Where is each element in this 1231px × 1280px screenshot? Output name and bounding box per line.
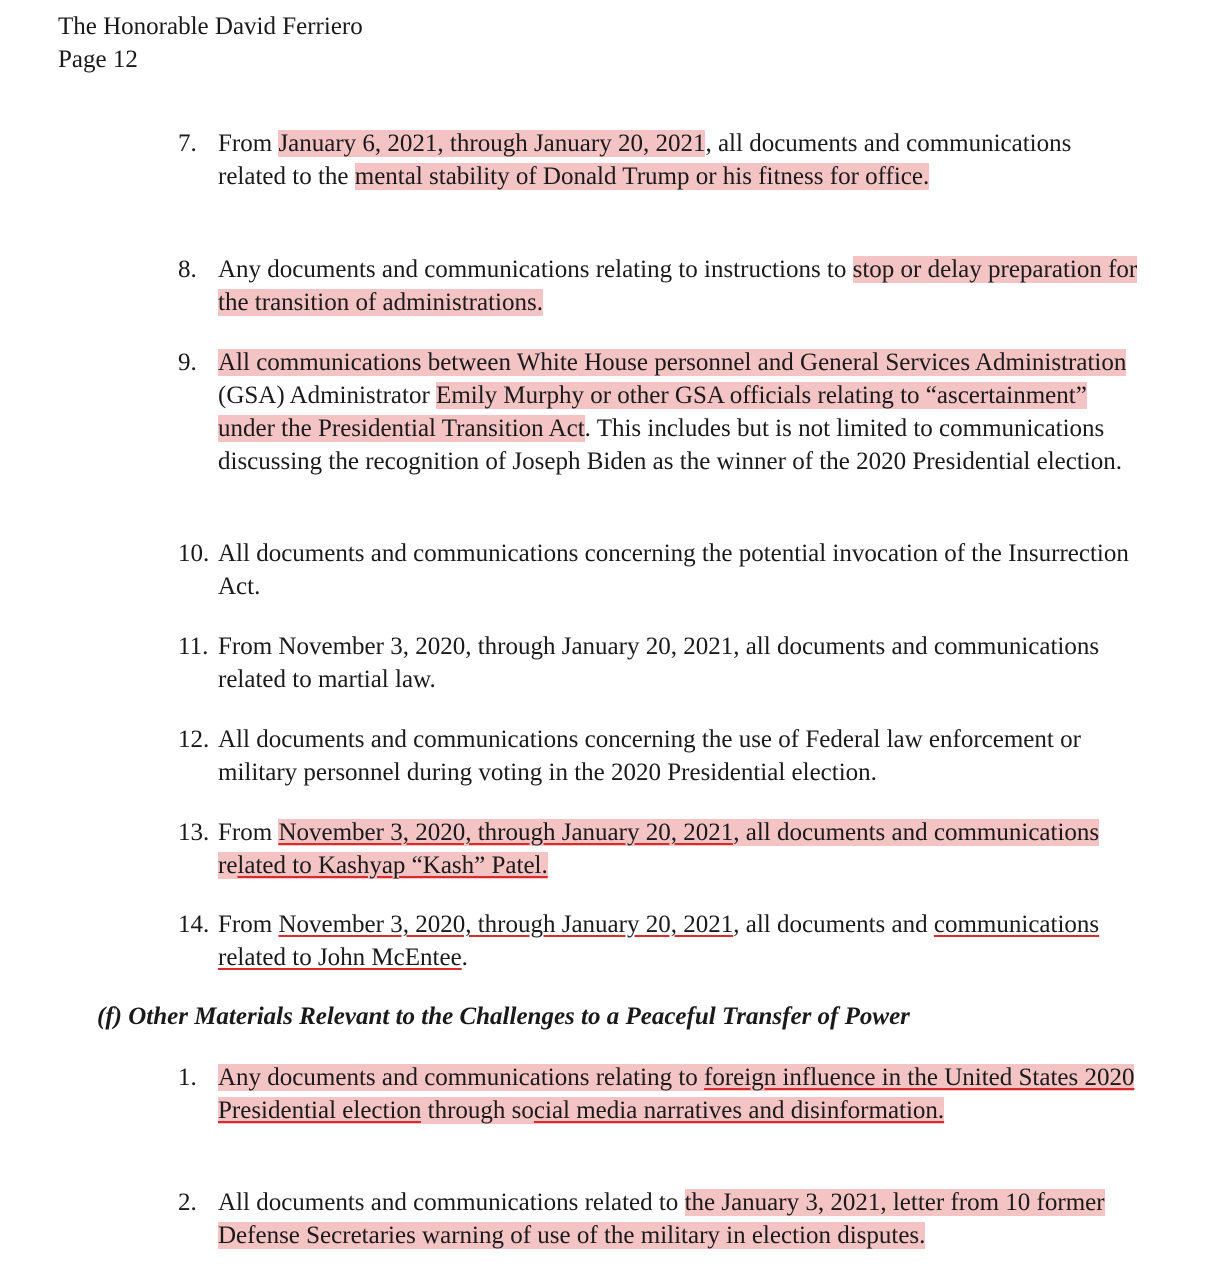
item-number: 7. <box>178 130 197 157</box>
text-segment: (GSA) Administrator <box>218 382 437 409</box>
text-segment: , all documents and communications related to the <box>218 130 1072 190</box>
underlined-text: November 3, 2020, through January 20, 2021 <box>278 911 734 938</box>
list-item <box>178 346 1138 478</box>
item-number: 2. <box>178 1189 197 1216</box>
item-number: 9. <box>178 349 197 376</box>
text-segment: . This includes but is not limited to communications discussing the recognition of Joseph Biden as the winner of the 2020 Presidential election. <box>218 415 1122 475</box>
highlighted-text: through so <box>421 1097 534 1124</box>
list-item <box>178 816 1138 882</box>
item-text <box>218 816 1138 882</box>
item-number: 14. <box>178 911 210 938</box>
item-text <box>218 723 1138 789</box>
item-text <box>218 1186 1138 1252</box>
list-item <box>178 908 1138 974</box>
highlighted-text: cial media narratives and disinformation. <box>533 1097 945 1124</box>
text-segment: From November 3, 2020, through January 20, 2021, all documents and communications related to martial law. <box>218 633 1100 693</box>
page-number: Page 12 <box>58 46 138 73</box>
item-text <box>218 346 1138 478</box>
text-segment: Any documents and communications relating to instructions to <box>218 256 853 283</box>
item-text <box>218 253 1138 319</box>
text-segment: All documents and communications related to <box>218 1189 685 1216</box>
highlighted-text: the January 3, 2021, letter from 10 former Defense Secretaries warning of use of the military in election disputes. <box>218 1189 1105 1249</box>
highlighted-text: Emily Murphy or other GSA officials relating to “ascertainment” under the Presidential Transition Act <box>218 382 1087 442</box>
list-item <box>178 253 1138 319</box>
text-segment: . <box>461 944 468 971</box>
text-segment: All documents and communications concerning the use of Federal law enforcement or military personnel during voting in the 2020 Presidential election. <box>218 726 1081 786</box>
list-item <box>178 127 1138 193</box>
highlighted-text: lated to Kashyap “Kash” Patel. <box>237 852 548 879</box>
text-segment: From <box>218 911 279 938</box>
section-heading: (f) Other Materials Relevant to the Challenges to a Peaceful Transfer of Power <box>97 1003 910 1030</box>
highlighted-text: mental stability of Donald Trump or his fitness for office. <box>354 163 930 190</box>
item-number: 8. <box>178 256 197 283</box>
text-segment: All documents and communications concerning the potential invocation of the Insurrection Act. <box>218 540 1129 600</box>
list-item <box>178 537 1138 603</box>
underlined-text: communications related to John McEntee <box>218 911 1100 971</box>
item-number: 12. <box>178 726 210 753</box>
item-number: 13. <box>178 819 210 846</box>
list-item <box>178 1186 1138 1252</box>
list-item <box>178 723 1138 789</box>
item-text <box>218 537 1138 603</box>
list-item <box>178 1061 1138 1127</box>
item-number: 10. <box>178 540 210 567</box>
item-number: 1. <box>178 1064 197 1091</box>
item-number: 11. <box>178 633 209 660</box>
highlighted-text: foreign influence in the United States 2020 Presidential election <box>218 1064 1135 1124</box>
recipient-line: The Honorable David Ferriero <box>58 13 363 40</box>
highlighted-text: November 3, 2020, through January 20, 2021 <box>278 819 734 846</box>
highlighted-text: All communications between White House personnel and General Services Administration <box>218 349 1127 376</box>
item-text <box>218 908 1138 974</box>
item-text <box>218 1061 1138 1127</box>
text-segment: , all documents and <box>733 911 934 938</box>
letter-header <box>58 10 363 76</box>
item-text <box>218 630 1138 696</box>
highlighted-text: Any documents and communications relating to <box>218 1064 705 1091</box>
text-segment: From <box>218 130 279 157</box>
item-text <box>218 127 1138 193</box>
text-segment: From <box>218 819 279 846</box>
highlighted-text: stop or delay preparation for the transition of administrations. <box>218 256 1138 316</box>
highlighted-text: , all documents and communications re <box>218 819 1100 879</box>
list-item <box>178 630 1138 696</box>
highlighted-text: January 6, 2021, through January 20, 2021 <box>278 130 706 157</box>
